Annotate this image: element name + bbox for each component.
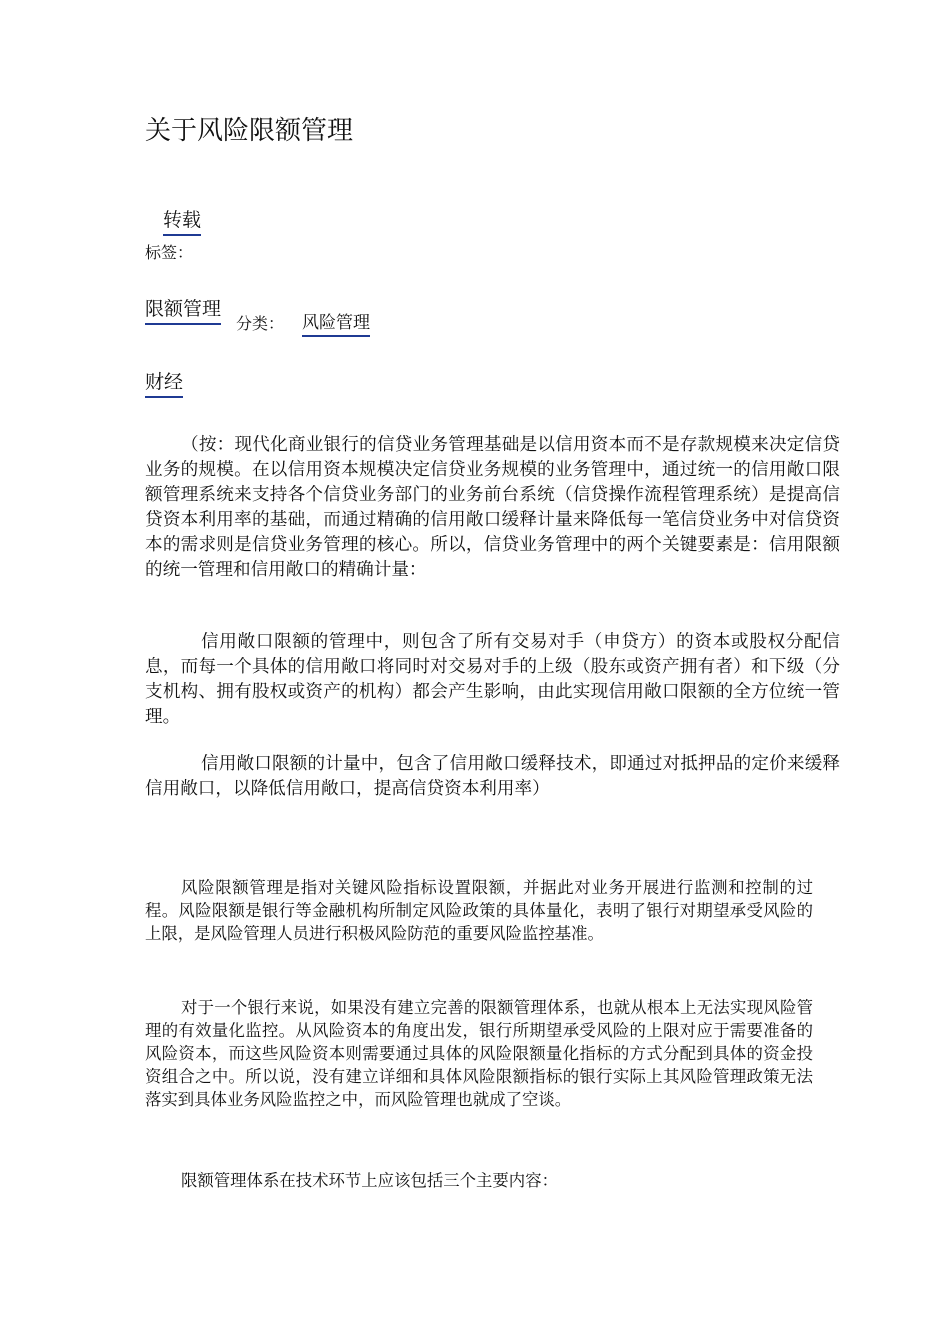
category-link-risk-management[interactable]: 风险管理 <box>302 312 370 337</box>
repost-link[interactable]: 转载 <box>163 207 201 236</box>
body-paragraph-2: 对于一个银行来说，如果没有建立完善的限额管理体系，也就从根本上无法实现风险管理的有效量化监控。从风险资本的角度出发，银行所期望承受风险的上限对应于需要准备的风险资本，而这些风险资本则需要通过具体的风险限额量化指标的方式分配到具体的资金投资组合之中。所以说，没有建立详细和具体风险限额指标的银行实际上其风险管理政策无法落实到具体业务风险监控之中，而风险管理也就成了空谈。 <box>145 998 813 1109</box>
note-paragraph-2: 信用敞口限额的管理中，则包含了所有交易对手（申贷方）的资本或股权分配信息，而每一个具体的信用敞口将同时对交易对手的上级（股东或资产拥有者）和下级（分支机构、拥有股权或资产的机构）都会产生影响，由此实现信用敞口限额的全方位统一管理。 <box>145 632 840 727</box>
article-title: 关于风险限额管理 <box>145 116 354 146</box>
tag-link-finance[interactable]: 财经 <box>145 369 183 398</box>
tag-link-limit-management[interactable]: 限额管理 <box>145 296 221 325</box>
body-paragraph-3: 限额管理体系在技术环节上应该包括三个主要内容： <box>181 1171 558 1190</box>
category-label: 分类： <box>236 314 285 333</box>
tags-label: 标签： <box>145 243 194 262</box>
note-paragraph-1: （按：现代化商业银行的信贷业务管理基础是以信用资本而不是存款规模来决定信贷业务的规模。在以信用资本规模决定信贷业务规模的业务管理中，通过统一的信用敞口限额管理系统来支持各个信贷业务部门的业务前台系统（信贷操作流程管理系统）是提高信贷资本利用率的基础，而通过精确的信用敞口缓释计量来降低每一笔信贷业务中对信贷资本的需求则是信贷业务管理的核心。所以，信贷业务管理中的两个关键要素是：信用限额的统一管理和信用敞口的精确计量： <box>145 435 840 580</box>
note-paragraph-3: 信用敞口限额的计量中，包含了信用敞口缓释技术，即通过对抵押品的定价来缓释信用敞口，以降低信用敞口，提高信贷资本利用率） <box>145 754 840 799</box>
body-paragraph-1: 风险限额管理是指对关键风险指标设置限额，并据此对业务开展进行监测和控制的过程。风险限额是银行等金融机构所制定风险政策的具体量化，表明了银行对期望承受风险的上限，是风险管理人员进行积极风险防范的重要风险监控基准。 <box>145 878 813 943</box>
